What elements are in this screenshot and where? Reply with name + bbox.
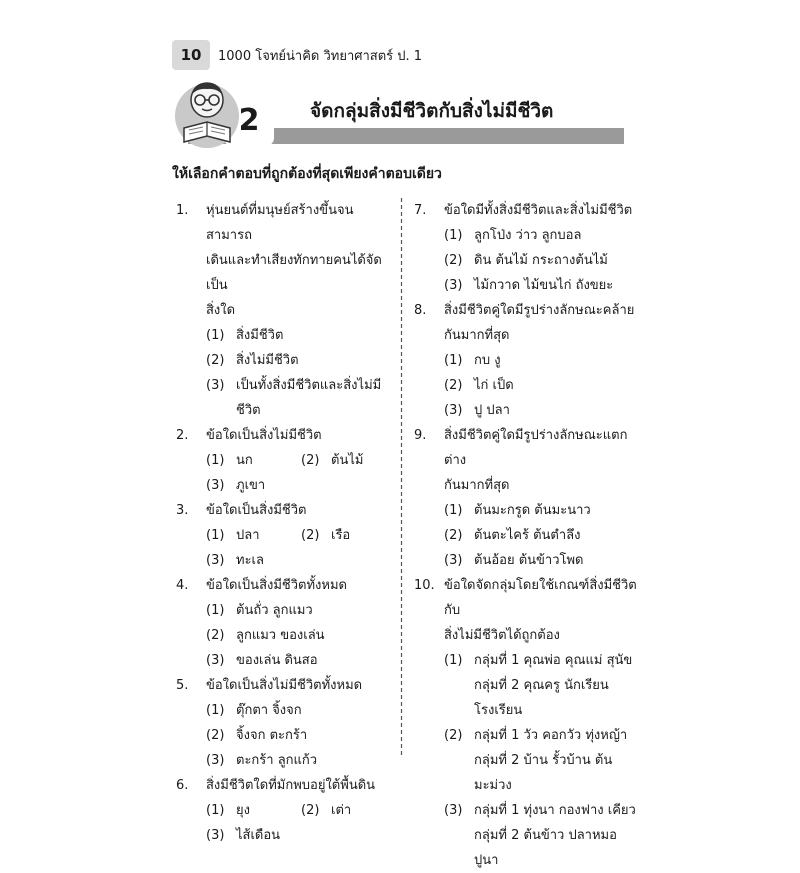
option-mark: (1) — [206, 803, 225, 818]
answer-option[interactable] — [301, 798, 396, 823]
question-9 — [414, 423, 640, 573]
option-mark: (3) — [444, 403, 463, 418]
option-text: กลุ่มที่ 1 คุณพ่อ คุณแม่ สุนัข — [474, 653, 633, 668]
answer-option[interactable] — [206, 348, 396, 373]
question-1 — [176, 198, 396, 423]
option-mark: (1) — [444, 228, 463, 243]
option-mark: (2) — [444, 528, 463, 543]
question-text: ข้อใดเป็นสิ่งไม่มีชีวิตทั้งหมด — [206, 678, 363, 693]
answer-option[interactable] — [206, 523, 301, 548]
answer-option[interactable] — [444, 348, 640, 373]
option-mark: (1) — [206, 528, 225, 543]
option-text: กลุ่มที่ 2 บ้าน รั้วบ้าน ต้นมะม่วง — [474, 753, 613, 793]
question-text: หุ่นยนต์ที่มนุษย์สร้างขึ้นจนสามารถ — [206, 203, 354, 243]
question-text: ข้อใดเป็นสิ่งไม่มีชีวิต — [206, 428, 322, 443]
option-mark: (3) — [444, 553, 463, 568]
answer-option[interactable] — [444, 223, 640, 248]
answer-option[interactable] — [206, 448, 301, 473]
option-mark: (3) — [206, 478, 225, 493]
question-number: 7. — [414, 203, 427, 218]
answer-option[interactable] — [444, 723, 640, 798]
option-mark: (2) — [444, 253, 463, 268]
answer-option[interactable] — [444, 648, 640, 723]
question-number: 10. — [414, 578, 435, 593]
option-mark: (2) — [444, 378, 463, 393]
option-mark: (2) — [206, 628, 225, 643]
answer-option[interactable] — [206, 598, 396, 623]
option-text: สิ่งไม่มีชีวิต — [236, 353, 299, 368]
option-text: ภูเขา — [236, 478, 266, 493]
option-text: เต่า — [331, 803, 352, 818]
question-text: สิ่งมีชีวิตใดที่มักพบอยู่ใต้พื้นดิน — [206, 778, 376, 793]
answer-option[interactable] — [444, 548, 640, 573]
answer-option[interactable] — [444, 248, 640, 273]
option-text: กลุ่มที่ 2 ต้นข้าว ปลาหมอ ปูนา — [474, 828, 617, 868]
topic-number: 2 — [224, 94, 274, 146]
question-2 — [176, 423, 396, 498]
question-number: 2. — [176, 428, 189, 443]
column-divider — [400, 198, 403, 758]
option-mark: (2) — [301, 528, 320, 543]
option-text: ตะกร้า ลูกแก้ว — [236, 753, 318, 768]
question-number: 4. — [176, 578, 189, 593]
option-text: ไส้เดือน — [236, 828, 281, 843]
question-number: 9. — [414, 428, 427, 443]
option-mark: (3) — [444, 803, 463, 818]
question-text: สิ่งมีชีวิตคู่ใดมีรูปร่างลักษณะแตกต่าง — [444, 428, 628, 468]
page-number: 10 — [172, 40, 210, 70]
option-text: กลุ่มที่ 1 ทุ่งนา กองฟาง เคียว — [474, 803, 636, 818]
question-text: กันมากที่สุด — [444, 328, 510, 343]
option-mark: (3) — [206, 553, 225, 568]
question-5 — [176, 673, 396, 773]
option-text: ต้นไม้ — [331, 453, 364, 468]
question-text: ข้อใดเป็นสิ่งมีชีวิตทั้งหมด — [206, 578, 347, 593]
option-text: ปลา — [236, 528, 260, 543]
answer-option[interactable] — [444, 373, 640, 398]
question-text: สิ่งไม่มีชีวิตได้ถูกต้อง — [444, 628, 560, 643]
question-number: 8. — [414, 303, 427, 318]
option-mark: (1) — [444, 653, 463, 668]
option-mark: (1) — [444, 503, 463, 518]
answer-option[interactable] — [206, 548, 396, 573]
option-text: กลุ่มที่ 1 วัว คอกวัว ทุ่งหญ้า — [474, 728, 628, 743]
option-text: ต้นถั่ว ลูกแมว — [236, 603, 313, 618]
option-mark: (1) — [206, 603, 225, 618]
question-8 — [414, 298, 640, 423]
question-number: 3. — [176, 503, 189, 518]
option-text: โรงเรียน — [474, 703, 523, 718]
option-text: เป็นทั้งสิ่งมีชีวิตและสิ่งไม่มีชีวิต — [236, 378, 382, 418]
question-text: สิ่งใด — [206, 303, 236, 318]
option-text: ตุ๊กตา จิ้งจก — [236, 703, 302, 718]
option-text: ไก่ เป็ด — [474, 378, 514, 393]
option-mark: (3) — [206, 378, 225, 393]
answer-option[interactable] — [206, 723, 396, 748]
option-text: ดิน ต้นไม้ กระถางต้นไม้ — [474, 253, 608, 268]
option-mark: (2) — [301, 803, 320, 818]
answer-option[interactable] — [206, 323, 396, 348]
option-mark: (1) — [206, 453, 225, 468]
question-7 — [414, 198, 640, 298]
question-text: เดินและทำเสียงทักทายคนได้จัดเป็น — [206, 253, 382, 293]
option-text: ทะเล — [236, 553, 264, 568]
question-column-right — [414, 198, 640, 873]
question-10 — [414, 573, 640, 873]
option-mark: (3) — [206, 828, 225, 843]
answer-option[interactable] — [444, 398, 640, 423]
question-text: ข้อใดเป็นสิ่งมีชีวิต — [206, 503, 307, 518]
answer-option[interactable] — [206, 373, 396, 423]
option-mark: (2) — [206, 353, 225, 368]
question-column-left — [176, 198, 396, 848]
option-text: ลูกโป่ง ว่าว ลูกบอล — [474, 228, 582, 243]
answer-option[interactable] — [206, 473, 396, 498]
answer-option[interactable] — [301, 448, 396, 473]
answer-option[interactable] — [444, 798, 640, 873]
option-text: ยุง — [236, 803, 250, 818]
option-mark: (2) — [206, 728, 225, 743]
answer-option[interactable] — [301, 523, 396, 548]
question-text: ข้อใดมีทั้งสิ่งมีชีวิตและสิ่งไม่มีชีวิต — [444, 203, 633, 218]
question-number: 5. — [176, 678, 189, 693]
option-text: นก — [236, 453, 253, 468]
option-mark: (1) — [206, 703, 225, 718]
instruction: ให้เลือกคำตอบที่ถูกต้องที่สุดเพียงคำตอบเดียว — [172, 166, 442, 182]
option-text: ต้นอ้อย ต้นข้าวโพด — [474, 553, 584, 568]
reading-student-icon — [174, 76, 240, 150]
question-6 — [176, 773, 396, 848]
option-mark: (3) — [444, 278, 463, 293]
answer-option[interactable] — [206, 623, 396, 648]
option-text: สิ่งมีชีวิต — [236, 328, 284, 343]
option-text: ปู ปลา — [474, 403, 510, 418]
question-number: 6. — [176, 778, 189, 793]
answer-option[interactable] — [206, 648, 396, 673]
option-mark: (2) — [444, 728, 463, 743]
option-text: กลุ่มที่ 2 คุณครู นักเรียน — [474, 678, 609, 693]
answer-option[interactable] — [444, 273, 640, 298]
answer-option[interactable] — [206, 748, 396, 773]
question-number: 1. — [176, 203, 189, 218]
answer-option[interactable] — [444, 523, 640, 548]
option-text: จิ้งจก ตะกร้า — [236, 728, 308, 743]
answer-option[interactable] — [206, 823, 396, 848]
option-mark: (1) — [444, 353, 463, 368]
option-mark: (2) — [301, 453, 320, 468]
option-text: เรือ — [331, 528, 351, 543]
option-mark: (3) — [206, 753, 225, 768]
answer-option[interactable] — [206, 798, 301, 823]
option-text: ของเล่น ดินสอ — [236, 653, 318, 668]
question-text: ข้อใดจัดกลุ่มโดยใช้เกณฑ์สิ่งมีชีวิตกับ — [444, 578, 637, 618]
option-text: ไม้กวาด ไม้ขนไก่ ถังขยะ — [474, 278, 614, 293]
running-title: 1000 โจทย์น่าคิด วิทยาศาสตร์ ป. 1 — [218, 49, 423, 64]
option-text: ต้นมะกรูด ต้นมะนาว — [474, 503, 591, 518]
question-text: สิ่งมีชีวิตคู่ใดมีรูปร่างลักษณะคล้าย — [444, 303, 635, 318]
question-4 — [176, 573, 396, 673]
option-mark: (1) — [206, 328, 225, 343]
question-3 — [176, 498, 396, 573]
option-text: ต้นตะไคร้ ต้นตำลึง — [474, 528, 581, 543]
option-mark: (3) — [206, 653, 225, 668]
answer-option[interactable] — [206, 698, 396, 723]
answer-option[interactable] — [444, 498, 640, 523]
question-text: กันมากที่สุด — [444, 478, 510, 493]
option-text: ลูกแมว ของเล่น — [236, 628, 325, 643]
option-text: กบ งู — [474, 353, 501, 368]
topic-title: จัดกลุ่มสิ่งมีชีวิตกับสิ่งไม่มีชีวิต — [310, 100, 554, 122]
